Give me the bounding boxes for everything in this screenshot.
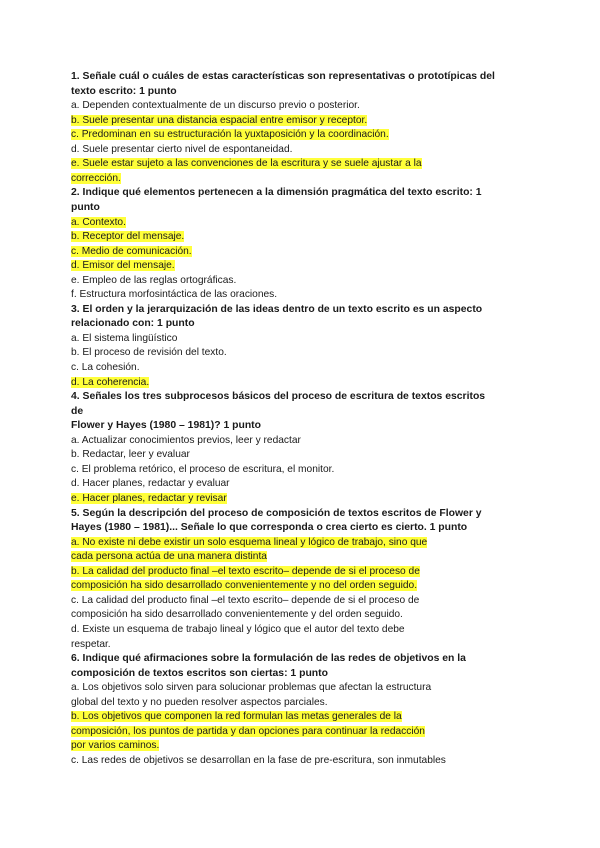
- line-text: f. Estructura morfosintáctica de las oraciones.: [71, 289, 278, 301]
- highlighted-text: d. Emisor del mensaje.: [71, 260, 175, 272]
- answer-line: [71, 230, 184, 244]
- line-text: 2. Indique qué elementos pertenecen a la dimensión pragmática del texto escrito: 1: [71, 187, 482, 199]
- answer-line: [71, 157, 422, 171]
- highlighted-text: c. Predominan en su estructuración la yuxtaposición y la coordinación.: [71, 129, 389, 141]
- highlighted-text: b. La calidad del producto final –el texto escrito– depende de si el proceso de: [71, 565, 420, 577]
- answer-line: [71, 579, 417, 593]
- line-text: e. Empleo de las reglas ortográficas.: [71, 274, 237, 286]
- answer-line: [71, 550, 267, 564]
- answer-line: [71, 492, 227, 506]
- question-line: [71, 201, 100, 215]
- line-text: a. Los objetivos solo sirven para solucionar problemas que afectan la estructura: [71, 682, 432, 694]
- answer-line: [71, 143, 292, 157]
- answer-line: [71, 376, 149, 390]
- question-line: [71, 521, 467, 535]
- question-line: [71, 186, 482, 200]
- answer-line: [71, 128, 389, 142]
- answer-line: [71, 114, 367, 128]
- answer-line: [71, 710, 402, 724]
- answer-line: [71, 274, 236, 288]
- line-text: d. Suele presentar cierto nivel de espontaneidad.: [71, 143, 293, 155]
- line-text: a. Dependen contextualmente de un discurso previo o posterior.: [71, 100, 360, 112]
- line-text: 5. Según la descripción del proceso de composición de textos escritos de Flower y: [71, 507, 482, 519]
- answer-line: [71, 434, 301, 448]
- line-text: relacionado con: 1 punto: [71, 318, 195, 330]
- line-text: respetar.: [71, 638, 111, 650]
- line-text: c. El problema retórico, el proceso de escritura, el monitor.: [71, 463, 335, 475]
- highlighted-text: corrección.: [71, 172, 121, 184]
- answer-line: [71, 463, 334, 477]
- answer-line: [71, 448, 190, 462]
- answer-line: [71, 332, 177, 346]
- answer-line: [71, 346, 227, 360]
- answer-line: [71, 259, 175, 273]
- line-text: d. Existe un esquema de trabajo lineal y lógico que el autor del texto debe: [71, 623, 405, 635]
- answer-line: [71, 99, 360, 113]
- answer-line: [71, 172, 121, 186]
- highlighted-text: d. La coherencia.: [71, 376, 150, 388]
- question-line: [71, 405, 83, 419]
- answer-line: [71, 681, 431, 695]
- line-text: Flower y Hayes (1980 – 1981)? 1 punto: [71, 420, 261, 432]
- line-text: composición de textos escritos son ciertas: 1 punto: [71, 667, 328, 679]
- highlighted-text: b. Receptor del mensaje.: [71, 231, 185, 243]
- question-line: [71, 507, 482, 521]
- highlighted-text: a. Contexto.: [71, 216, 126, 228]
- question-line: [71, 419, 261, 433]
- highlighted-text: cada persona actúa de una manera distinta: [71, 551, 267, 563]
- highlighted-text: e. Suele estar sujeto a las convenciones de la escritura y se suele ajustar a la: [71, 158, 422, 170]
- highlighted-text: composición, los puntos de partida y dan opciones para continuar la redacción: [71, 725, 425, 737]
- question-line: [71, 667, 328, 681]
- highlighted-text: composición ha sido desarrollado convenientemente y no del orden seguido.: [71, 580, 418, 592]
- line-text: b. El proceso de revisión del texto.: [71, 347, 227, 359]
- line-text: b. Redactar, leer y evaluar: [71, 449, 190, 461]
- line-text: de: [71, 405, 84, 417]
- line-text: 1. Señale cuál o cuáles de estas características son representativas o prototípicas del: [71, 71, 495, 82]
- answer-line: [71, 725, 425, 739]
- answer-line: [71, 608, 403, 622]
- line-text: c. La calidad del producto final –el texto escrito– depende de si el proceso de: [71, 594, 420, 606]
- answer-line: [71, 245, 192, 259]
- line-text: 4. Señales los tres subprocesos básicos del proceso de escritura de textos escritos: [71, 391, 486, 403]
- line-text: composición ha sido desarrollado convenientemente y del orden seguido.: [71, 609, 403, 621]
- line-text: global del texto y no pueden resolver aspectos parciales.: [71, 696, 328, 708]
- question-line: [71, 317, 195, 331]
- answer-line: [71, 565, 420, 579]
- answer-line: [71, 696, 328, 710]
- answer-line: [71, 638, 111, 652]
- question-line: [71, 85, 177, 99]
- answer-line: [71, 623, 405, 637]
- highlighted-text: por varios caminos.: [71, 740, 160, 752]
- answer-line: [71, 477, 230, 491]
- line-text: c. Las redes de objetivos se desarrollan en la fase de pre-escritura, son inmutables: [71, 754, 446, 766]
- answer-line: [71, 594, 419, 608]
- line-text: Hayes (1980 – 1981)... Señale lo que corresponda o crea cierto es cierto. 1 punto: [71, 522, 468, 533]
- line-text: 3. El orden y la jerarquización de las ideas dentro de un texto escrito es un aspecto: [71, 303, 483, 315]
- answer-line: [71, 739, 159, 753]
- answer-line: [71, 536, 427, 550]
- line-text: d. Hacer planes, redactar y evaluar: [71, 478, 230, 490]
- line-text: punto: [71, 202, 100, 213]
- line-text: a. Actualizar conocimientos previos, leer y redactar: [71, 434, 301, 446]
- question-line: [71, 652, 466, 666]
- answer-line: [71, 361, 140, 375]
- answer-line: [71, 216, 126, 230]
- highlighted-text: a. No existe ni debe existir un solo esquema lineal y lógico de trabajo, sino que: [71, 536, 428, 548]
- line-text: c. La cohesión.: [71, 362, 140, 373]
- highlighted-text: e. Hacer planes, redactar y revisar: [71, 493, 227, 504]
- question-line: [71, 303, 482, 317]
- question-line: [71, 70, 495, 84]
- highlighted-text: c. Medio de comunicación.: [71, 245, 192, 257]
- answer-line: [71, 288, 277, 302]
- line-text: texto escrito: 1 punto: [71, 85, 177, 97]
- line-text: a. El sistema lingüístico: [71, 332, 178, 344]
- question-line: [71, 390, 485, 404]
- answer-line: [71, 754, 446, 768]
- highlighted-text: b. Los objetivos que componen la red formulan las metas generales de la: [71, 711, 402, 723]
- line-text: 6. Indique qué afirmaciones sobre la formulación de las redes de objetivos en la: [71, 653, 466, 664]
- highlighted-text: b. Suele presentar una distancia espacial entre emisor y receptor.: [71, 114, 368, 126]
